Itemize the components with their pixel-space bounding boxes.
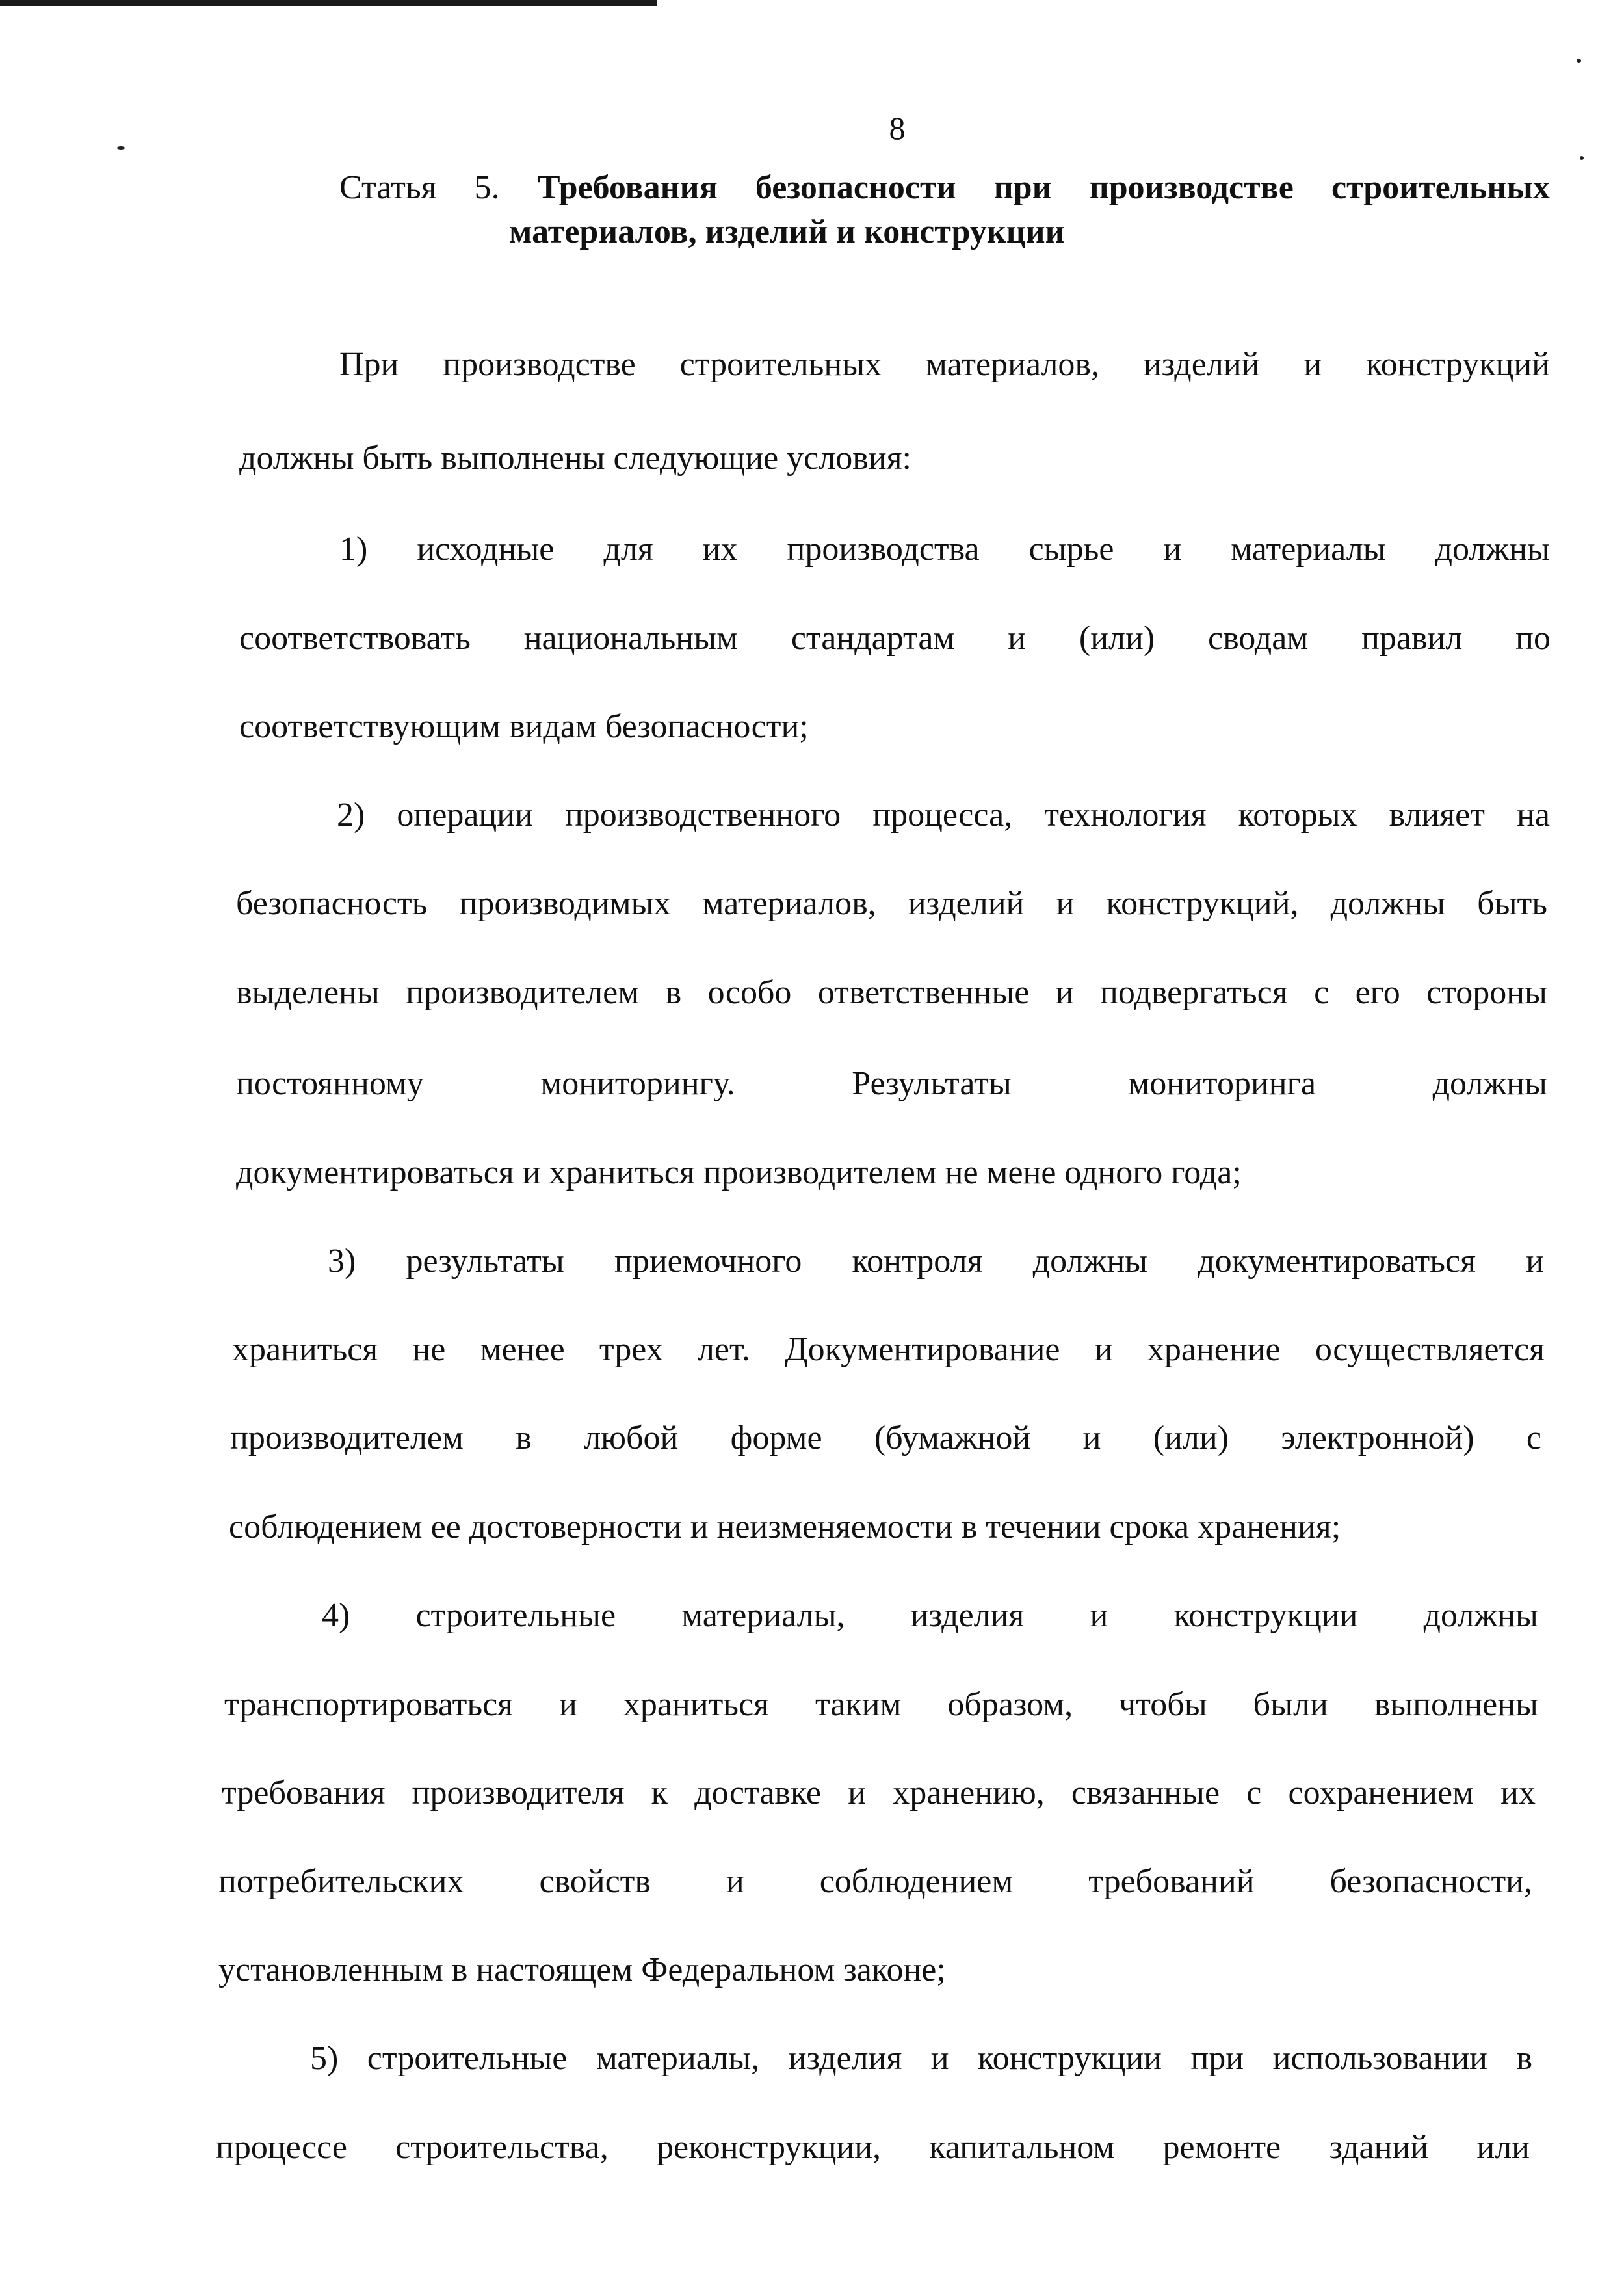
body-line: установленным в настоящем Федеральном законе; [218,1951,946,1988]
scan-artifact-bar [0,0,657,6]
scan-speck [117,146,125,150]
body-line: требования производителя к доставке и хранению, связанные с сохранением их [222,1774,1536,1812]
body-line: транспортироваться и храниться таким образом, чтобы были выполнены [224,1686,1538,1723]
body-line: 3) результаты приемочного контроля должны документироваться и [328,1243,1544,1280]
body-line: процессе строительства, реконструкции, капитальном ремонте зданий или [216,2129,1530,2166]
body-line: выделены производителем в особо ответственные и подвергаться с его стороны [236,974,1547,1011]
body-line: При производстве строительных материалов, изделий и конструкций [339,346,1550,383]
body-line: потребительских свойств и соблюдением требований безопасности, [218,1863,1532,1900]
body-line: 5) строительные материалы, изделия и конструкции при использовании в [310,2040,1532,2077]
article-label: Статья 5. [339,169,500,206]
page-number: 8 [889,110,906,146]
body-line: соответствующим видам безопасности; [239,708,809,745]
body-line: 1) исходные для их производства сырье и материалы должны [339,531,1550,568]
body-line: 2) операции производственного процесса, технология которых влияет на [337,797,1550,834]
scan-speck [1577,59,1581,63]
article-title: Требования безопасности при производстве строительных [537,169,1550,206]
scan-speck [1580,156,1584,160]
body-line: соблюдением ее достоверности и неизменяемости в течении срока хранения; [229,1509,1341,1546]
body-line: документироваться и храниться производителем не мене одного года; [236,1154,1242,1191]
article-heading-line-1 [339,168,1550,207]
body-line: соответствовать национальным стандартам и (или) сводам правил по [239,620,1551,657]
body-line: постоянному мониторингу. Результаты мониторинга должны [236,1065,1547,1102]
body-line: должны быть выполнены следующие условия: [239,440,911,477]
body-line: 4) строительные материалы, изделия и конструкции должны [322,1597,1538,1634]
body-line: храниться не менее трех лет. Документирование и хранение осуществляется [232,1331,1545,1368]
article-heading-line-2: материалов, изделий и конструкции [509,213,1065,250]
body-line: производителем в любой форме (бумажной и (или) электронной) с [230,1419,1541,1457]
body-line: безопасность производимых материалов, изделий и конструкций, должны быть [236,885,1547,922]
